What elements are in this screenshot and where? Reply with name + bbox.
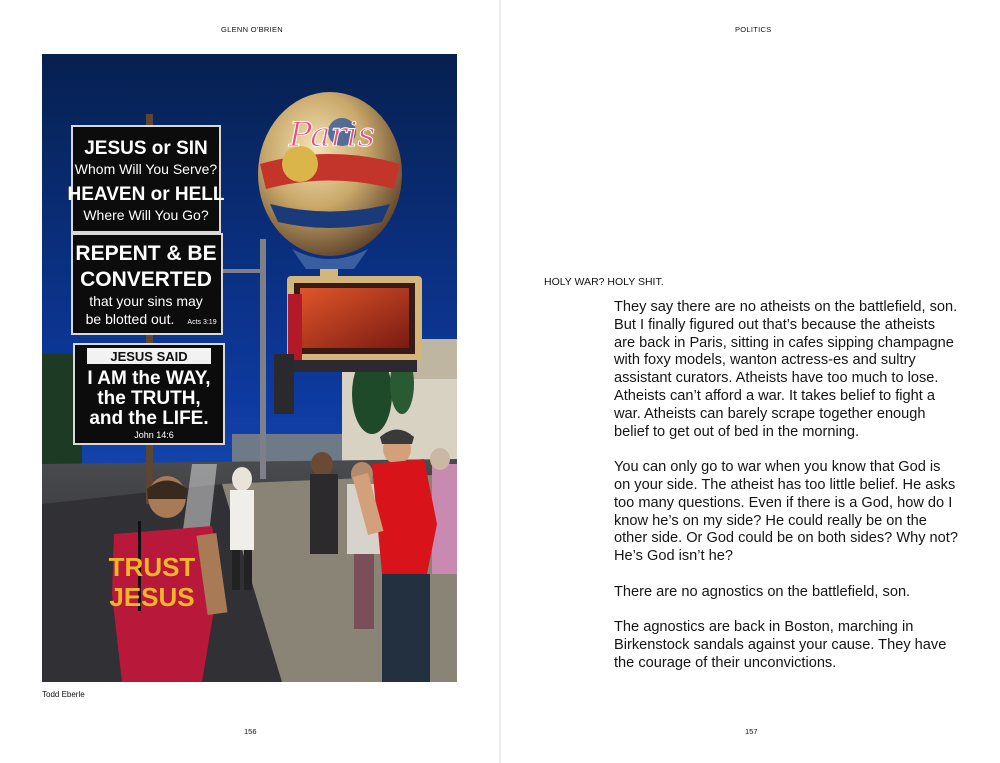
sign-jesus-said bbox=[74, 344, 224, 444]
sign-line: HEAVEN or HELL bbox=[67, 184, 225, 205]
sign-line: Acts 3:19 bbox=[187, 319, 217, 326]
sign-jesus-or-sin bbox=[68, 126, 225, 232]
running-head-right: POLITICS bbox=[735, 25, 772, 34]
essay-paragraph: The agnostics are back in Boston, marching in Birkenstock sandals against your cause. They have the courage of their unconvictions. bbox=[614, 619, 947, 671]
sign-line: John 14:6 bbox=[134, 430, 174, 440]
photo-credit: Todd Eberle bbox=[42, 690, 85, 699]
sign-line: CONVERTED bbox=[80, 268, 212, 291]
sign-repent bbox=[72, 234, 222, 334]
sign-line: JESUS or SIN bbox=[84, 138, 208, 159]
sign-line: that your sins may bbox=[89, 293, 203, 309]
street-photograph bbox=[42, 54, 457, 682]
sign-line: be blotted out. bbox=[85, 311, 175, 327]
page-number-left: 156 bbox=[244, 727, 257, 736]
sign-line: the TRUTH, bbox=[97, 388, 201, 409]
page-number-right: 157 bbox=[745, 727, 758, 736]
sign-line: Where Will You Go? bbox=[83, 207, 209, 223]
balloon-lettering: Paris bbox=[288, 115, 376, 155]
sign-line: Whom Will You Serve? bbox=[74, 161, 218, 177]
sign-line: I AM the WAY, bbox=[87, 368, 211, 389]
essay-body bbox=[614, 299, 959, 691]
essay-paragraph: You can only go to war when you know that God is on your side. The atheist has too little belief. He asks too many questions. Even if there is a God, how do I know he’s on my side? He could really be on the other side. Or God could be on both sides? Why not? He’s God isn’t he? bbox=[614, 459, 958, 565]
page-gutter bbox=[499, 0, 501, 763]
essay-paragraph: They say there are no atheists on the battlefield, son. But I finally figured out that’s because the atheists are back in Paris, sitting in cafes sipping champagne with foxy models, wanton actress-es and sultry assistant curators. Atheists have too much to lose. Atheists can’t afford a war. It takes belief to fight a war. Atheists can barely scrape together enough belief to get out of bed in the morning. bbox=[614, 299, 958, 440]
sign-line: REPENT & BE bbox=[75, 242, 217, 265]
sign-line: JESUS SAID bbox=[110, 349, 188, 364]
essay-title: HOLY WAR? HOLY SHIT. bbox=[544, 276, 664, 288]
shirt-lettering: TRUST bbox=[108, 552, 196, 582]
shirt-lettering: JESUS bbox=[109, 582, 195, 612]
sign-line: and the LIFE. bbox=[89, 408, 209, 429]
running-head-left: GLENN O'BRIEN bbox=[221, 25, 284, 34]
essay-paragraph: There are no agnostics on the battlefield, son. bbox=[614, 583, 911, 600]
